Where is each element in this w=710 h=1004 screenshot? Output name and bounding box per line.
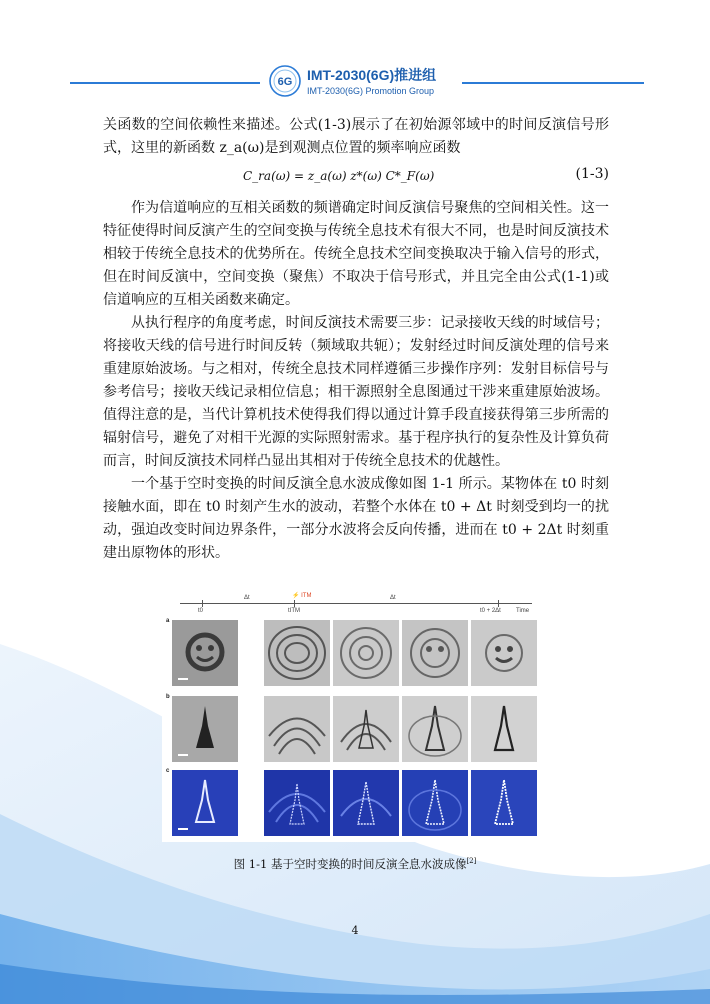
figure-caption <box>0 856 710 872</box>
header-rule-right <box>462 82 644 84</box>
panel-b-wave-3 <box>402 696 468 762</box>
row-label-c: c <box>166 768 170 774</box>
panel-a-wave-3 <box>402 620 468 686</box>
caption-text: 图 1-1 基于空时变换的时间反演全息水波成像 <box>233 857 467 871</box>
figure-1-1 <box>162 584 548 842</box>
timeline-label-itm: tITM <box>288 608 300 614</box>
imt-2030-logo-icon <box>268 64 302 98</box>
timeline-tick-end <box>498 600 499 607</box>
paragraph-1: 关函数的空间依赖性来描述。公式(1-3)展示了在初始源邻域中的时间反演信号形式，这里的新函数 z_a(ω)是到观测点位置的频率响应函数 <box>103 117 609 156</box>
timeline-label-dt-1: Δt <box>244 595 250 601</box>
body-text <box>103 114 609 565</box>
panel-c-wave-3 <box>402 770 468 836</box>
panel-c-wave-2 <box>333 770 399 836</box>
formula-number: (1-3) <box>575 166 609 182</box>
timeline-tick-t0 <box>202 600 203 607</box>
timeline-tick-itm <box>294 600 295 607</box>
page-header <box>0 60 710 110</box>
timeline-label-dt-2: Δt <box>390 595 396 601</box>
timeline-axis-label: Time <box>516 608 530 614</box>
panel-a-reconstruction <box>471 620 537 686</box>
paragraph-2: 作为信道响应的互相关函数的频谱确定时间反演信号聚焦的空间相关性。这一特征使得时间反演产生的空间变换与传统全息技术有很大不同，也是时间反演技术相较于传统全息技术的优势所在。传统全息技术空间变换取决于输入信号的形式，但在时间反演中，空间变换（聚焦）不取决于信号形式，并且完全由公式(1-1)或信道响应的互相关函数来确定。 <box>103 200 609 308</box>
panel-a-wave-1 <box>264 620 330 686</box>
page-number: 4 <box>351 924 359 937</box>
caption-reference: [2] <box>466 857 477 866</box>
itm-marker-label: ITM <box>301 593 312 599</box>
timeline-label-t0: t0 <box>198 608 204 614</box>
itm-marker: ⚡ ITM <box>292 593 312 599</box>
panel-c-object <box>172 770 238 836</box>
formula-1-3 <box>103 163 609 189</box>
panel-b-reconstruction <box>471 696 537 762</box>
row-label-b: b <box>166 694 170 700</box>
row-label-a: a <box>166 618 170 624</box>
formula-expression: C_ra(ω) = z_a(ω) z*(ω) C*_F(ω) <box>243 169 435 183</box>
svg-text:6G: 6G <box>277 76 293 88</box>
panel-b-wave-2 <box>333 696 399 762</box>
logo-title: IMT-2030(6G)推进组 <box>307 67 437 83</box>
panel-a-object <box>172 620 238 686</box>
panel-c-wave-1 <box>264 770 330 836</box>
panel-c-reconstruction <box>471 770 537 836</box>
panel-b-object <box>172 696 238 762</box>
timeline-axis <box>180 603 532 604</box>
panel-a-wave-2 <box>333 620 399 686</box>
figure-timeline <box>180 594 548 616</box>
panel-b-wave-1 <box>264 696 330 762</box>
timeline-label-end: t0 + 2Δt <box>480 608 501 614</box>
paragraph-4: 一个基于空时变换的时间反演全息水波成像如图 1-1 所示。某物体在 t0 时刻接触水面，即在 t0 时刻产生水的波动，若整个水体在 t0 + Δt 时刻受到均一的扰动，强迫改变时间边界条件，一部分水波将会反向传播，进而在 t0 + 2Δt 时刻重建出原物体的形状。 <box>103 476 609 561</box>
header-rule-left <box>70 82 260 84</box>
logo-subtitle: IMT-2030(6G) Promotion Group <box>307 86 435 96</box>
paragraph-3: 从执行程序的角度考虑，时间反演技术需要三步：记录接收天线的时域信号；将接收天线的信号进行时间反转（频域取共轭）；发射经过时间反演处理的信号来重建原始波场。与之相对，传统全息技术同样遵循三步操作序列：发射目标信号与参考信号；接收天线记录相位信息；相干源照射全息图通过干涉来重建原始波场。值得注意的是，当代计算机技术使得我们得以通过计算手段直接获得第三步所需的辐射信号，避免了对相干光源的实际照射需求。基于程序执行的复杂性及计算负荷而言，时间反演技术同样凸显出其相对于传统全息技术的优越性。 <box>103 315 609 469</box>
